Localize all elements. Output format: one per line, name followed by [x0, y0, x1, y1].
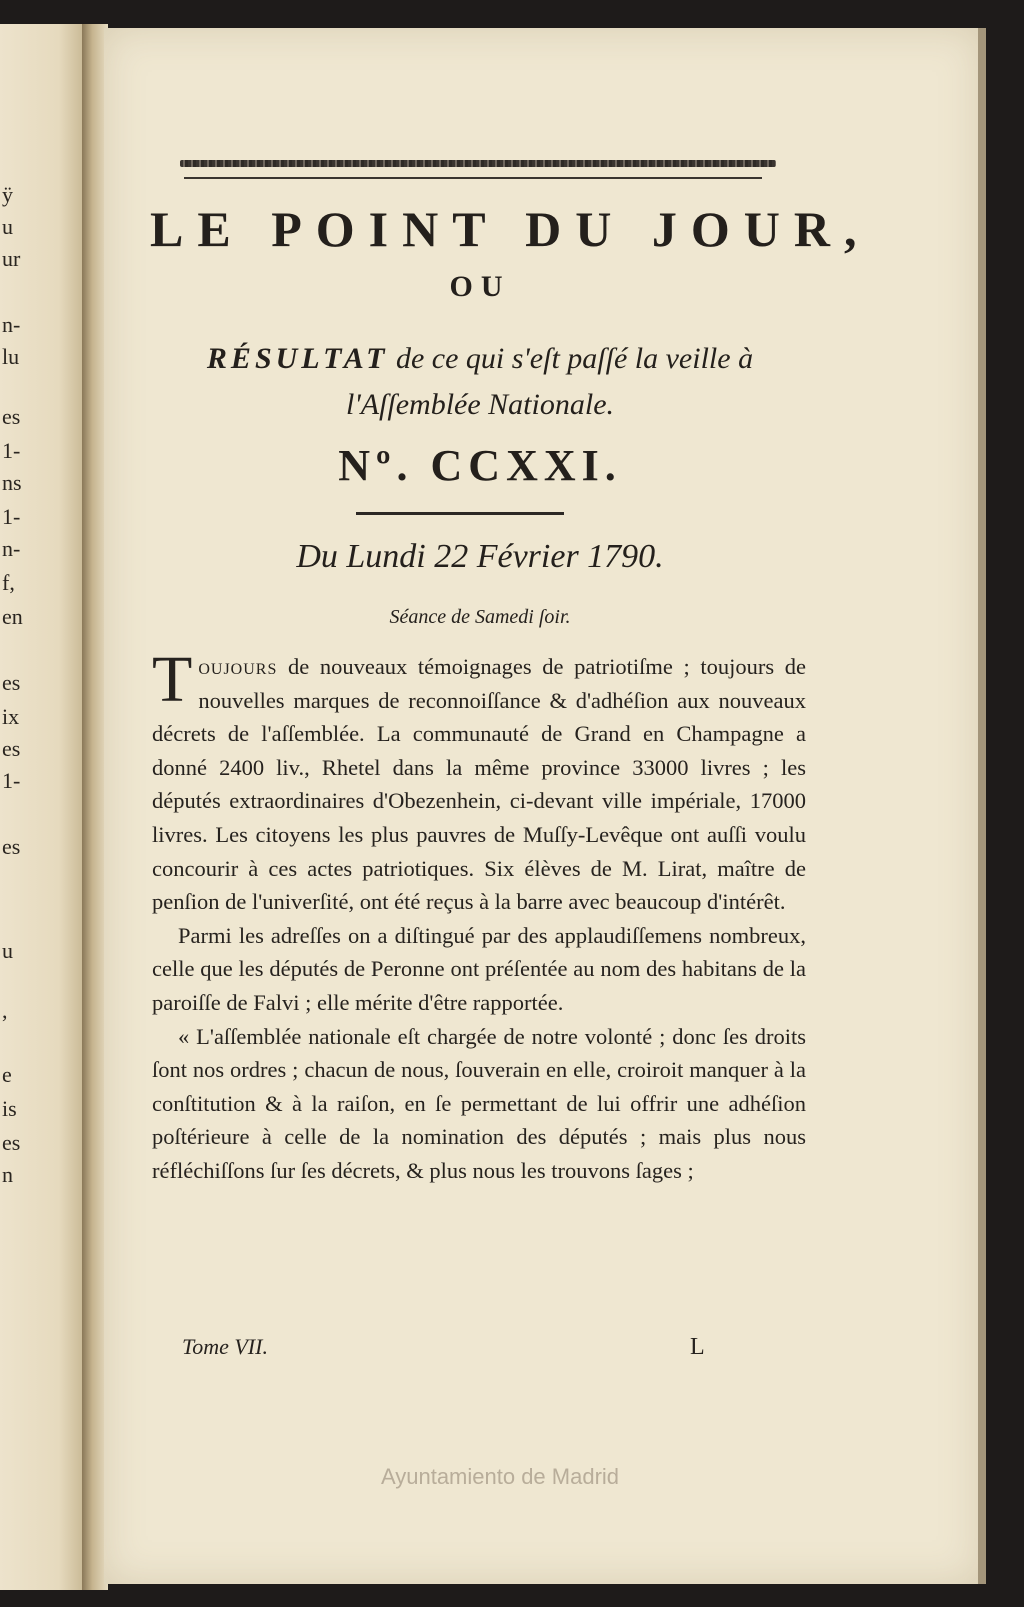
title-ou: OU — [449, 270, 511, 303]
left-fragment: , — [2, 998, 8, 1023]
divider-rule — [356, 512, 564, 515]
left-fragment: es — [2, 404, 21, 429]
left-fragment: es — [2, 1130, 21, 1155]
tome-label: Tome VII. — [182, 1334, 268, 1359]
subtitle-lead: RÉSULTAT — [206, 342, 389, 375]
signature-mark: L — [690, 1334, 705, 1360]
paragraph: Parmi les adreſſes on a diſtingué par des applaudiſſemens nombreux, celle que les députés de Peronne ont préſentée au nom des habitans de la paroiſſe de Falvi ; elle mérite d'être rapportée. — [152, 922, 806, 1015]
subtitle — [150, 336, 810, 428]
left-fragment: n- — [2, 536, 21, 561]
article-body — [152, 643, 806, 1188]
left-fragment: u — [2, 938, 13, 963]
left-fragment: e — [2, 1062, 12, 1087]
header-ornament — [180, 160, 776, 167]
left-fragment: 1- — [2, 504, 21, 529]
paragraph-text: de nouveaux témoignages de patriotiſme ; toujours de nouvelles marques de reconnoiſſance & d'adhéſion aux nouveaux décrets de l'aſſemblée. La communauté de Grand en Champagne a donné 2400 liv., Rhetel dans la même province 33000 livres ; les députés extraordinaires d'Obezenhein, ci-devant ville impériale, 17000 livres. Les citoyens les plus pauvres de Muſſy-Levêque ont auſſi voulu concourir à ces actes patriotiques. Six élèves de M. Lirat, maître de penſion de l'univerſité, ont été reçus à la barre avec beaucoup d'intérêt. — [152, 654, 806, 915]
paragraph — [152, 643, 806, 919]
left-fragment: n — [2, 1162, 13, 1187]
left-fragment: u — [2, 214, 13, 239]
left-fragment: es — [2, 834, 21, 859]
drop-cap: T — [152, 643, 193, 716]
left-fragment: ix — [2, 704, 20, 729]
left-fragment: ns — [2, 470, 22, 495]
left-fragment: 1- — [2, 768, 21, 793]
session-heading: Séance de Samedi ſoir. — [389, 606, 571, 628]
page-edge — [978, 28, 986, 1584]
issue-number: Nº. CCXXI. — [338, 441, 622, 490]
left-fragment: ÿ — [2, 182, 13, 207]
newspaper-title: LE POINT DU JOUR, — [150, 201, 871, 257]
left-fragment: 1- — [2, 438, 21, 463]
watermark: Ayuntamiento de Madrid — [380, 1464, 620, 1489]
left-fragment: lu — [2, 344, 20, 369]
issue-date: Du Lundi 22 Février 1790. — [296, 538, 664, 575]
left-page-edge — [0, 24, 84, 1590]
left-fragment: ur — [2, 246, 21, 271]
left-fragment: es — [2, 670, 21, 695]
subtitle-rest: de ce qui s'eſt paſſé la veille à l'Aſſemblée Nationale. — [345, 342, 754, 421]
paragraph-lead: oujours — [198, 654, 278, 679]
left-fragment: en — [2, 604, 23, 629]
left-fragment: n- — [2, 312, 21, 337]
left-fragment: es — [2, 736, 21, 761]
paragraph: « L'aſſemblée nationale eſt chargée de notre volonté ; donc ſes droits ſont nos ordres ; chacun de nous, ſouverain en elle, croiroit manquer à la conſtitution & à la raiſon, en ſe permettant de lui offrir une adhéſion poſtérieure à celle de la nomination des députés ; mais plus nous réfléchiſſons ſur ſes décrets, & plus nous les trouvons ſages ; — [152, 1023, 806, 1183]
header-rule — [184, 177, 762, 179]
left-fragment: f, — [2, 570, 15, 595]
left-fragment: is — [2, 1096, 17, 1121]
